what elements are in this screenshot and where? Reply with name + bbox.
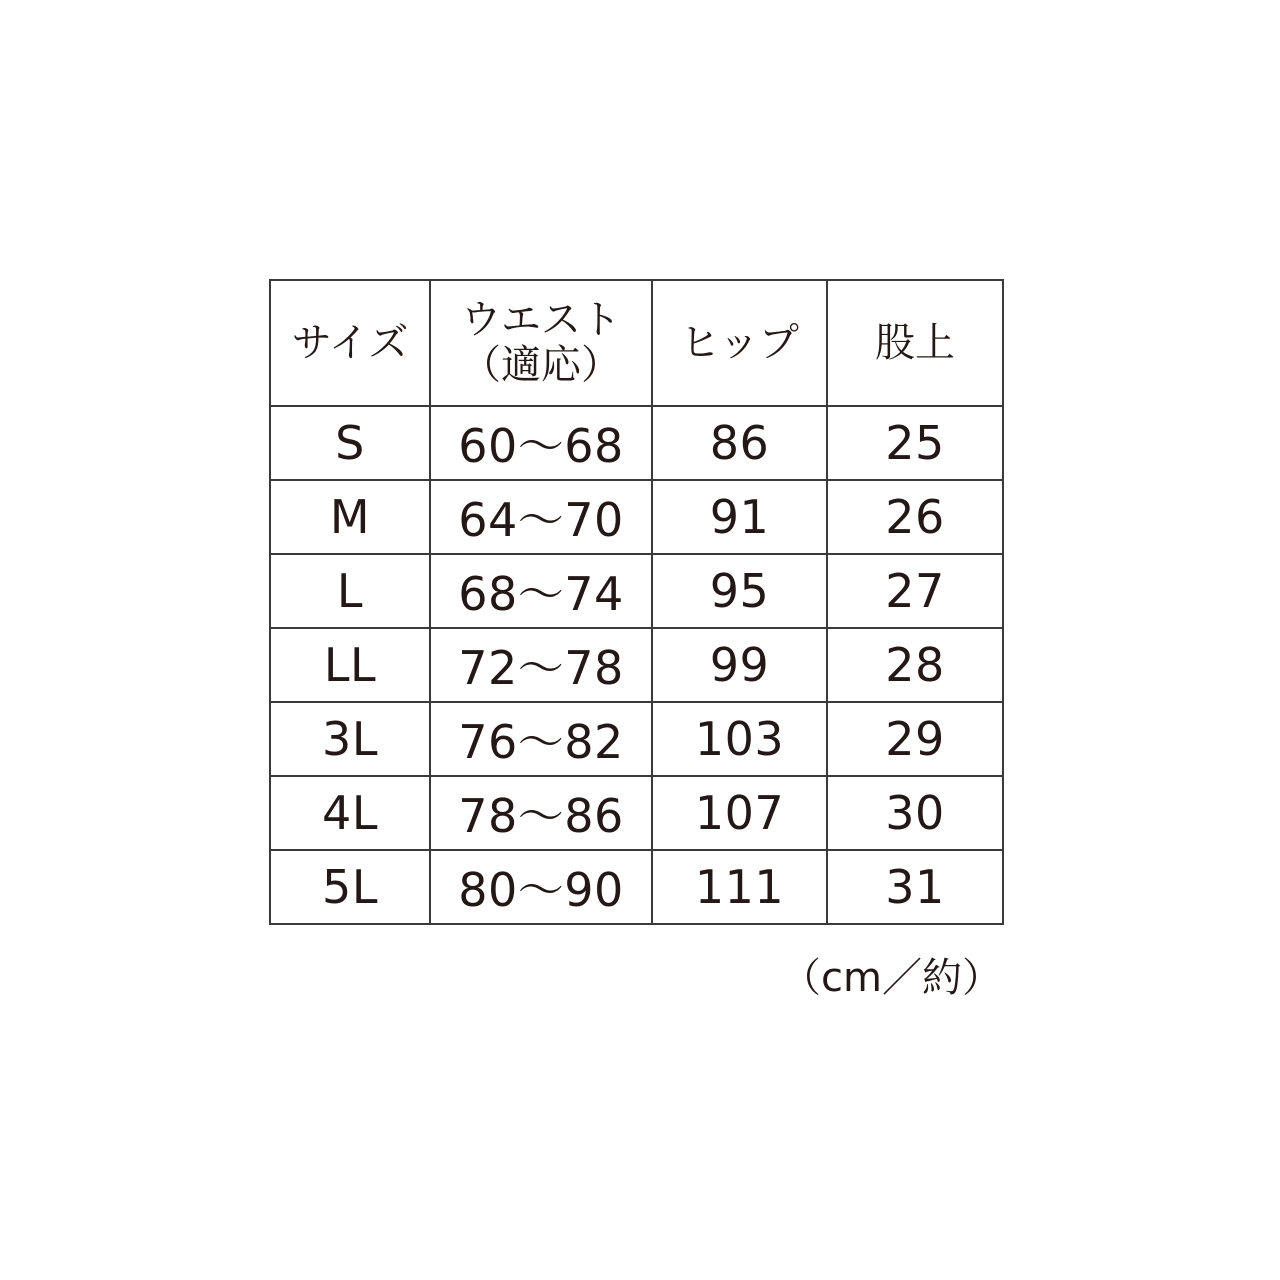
rise-cell: 27 [827, 554, 1003, 628]
rise-cell: 29 [827, 702, 1003, 776]
size-cell: L [270, 554, 430, 628]
size-cell: LL [270, 628, 430, 702]
header-waist-label: ウエスト [461, 297, 621, 344]
header-row [270, 280, 1003, 406]
size-cell: 5L [270, 850, 430, 924]
hip-cell: 111 [652, 850, 827, 924]
size-chart-table [269, 279, 1004, 925]
size-cell: 4L [270, 776, 430, 850]
waist-cell: 80～90 [430, 850, 652, 924]
table-row [270, 628, 1003, 702]
table-row [270, 480, 1003, 554]
waist-cell: 68～74 [430, 554, 652, 628]
waist-cell: 76～82 [430, 702, 652, 776]
size-cell: M [270, 480, 430, 554]
header-hip-label: ヒップ [680, 319, 799, 366]
rise-cell: 25 [827, 406, 1003, 480]
hip-cell: 103 [652, 702, 827, 776]
table-row [270, 554, 1003, 628]
waist-cell: 60～68 [430, 406, 652, 480]
table-row [270, 850, 1003, 924]
hip-cell: 99 [652, 628, 827, 702]
unit-note: （cm／約） [781, 955, 1002, 1001]
header-waist-sublabel: （適応） [461, 342, 621, 388]
rise-cell: 28 [827, 628, 1003, 702]
header-rise-label: 股上 [875, 319, 955, 366]
hip-cell: 107 [652, 776, 827, 850]
header-size [270, 280, 430, 406]
size-cell: S [270, 406, 430, 480]
rise-cell: 26 [827, 480, 1003, 554]
table-row [270, 702, 1003, 776]
hip-cell: 95 [652, 554, 827, 628]
header-rise [827, 280, 1003, 406]
hip-cell: 91 [652, 480, 827, 554]
table-row [270, 776, 1003, 850]
rise-cell: 31 [827, 850, 1003, 924]
header-hip [652, 280, 827, 406]
table-row [270, 406, 1003, 480]
waist-cell: 78～86 [430, 776, 652, 850]
header-size-label: サイズ [291, 319, 409, 366]
waist-cell: 72～78 [430, 628, 652, 702]
header-waist [430, 280, 652, 406]
waist-cell: 64～70 [430, 480, 652, 554]
rise-cell: 30 [827, 776, 1003, 850]
size-cell: 3L [270, 702, 430, 776]
hip-cell: 86 [652, 406, 827, 480]
